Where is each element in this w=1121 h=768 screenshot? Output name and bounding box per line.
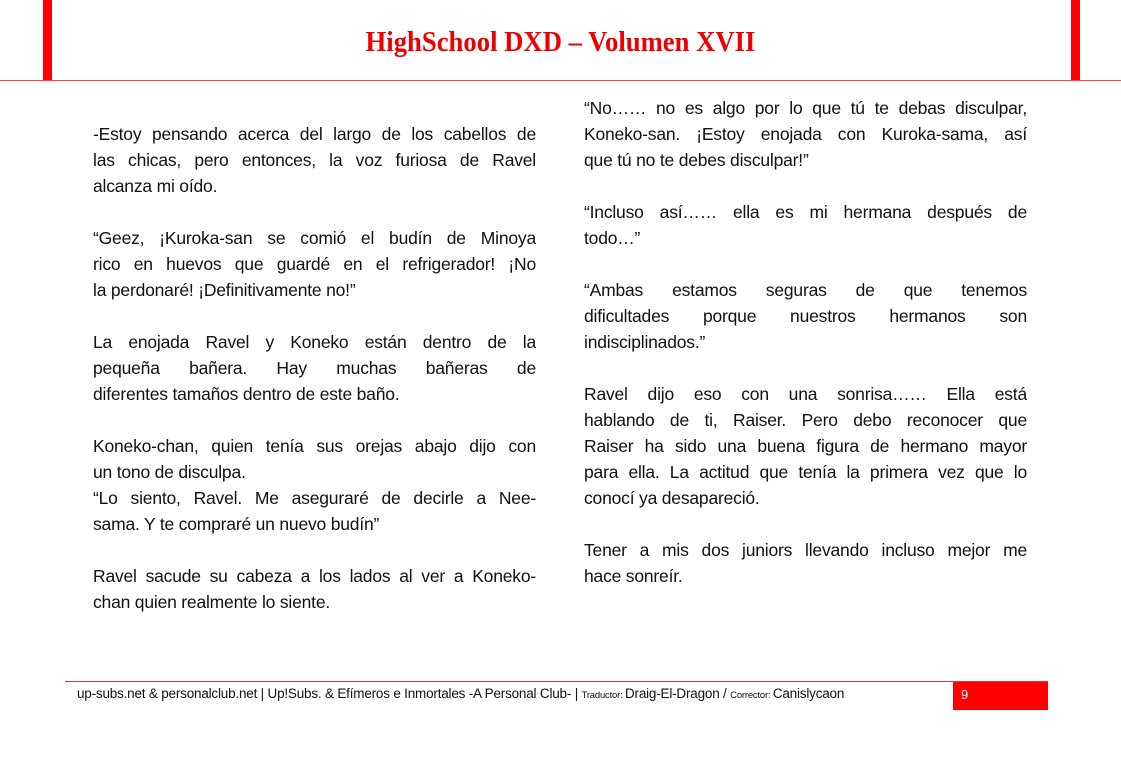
paragraph xyxy=(584,199,1027,251)
text-line: Ravel sacude su cabeza a los lados al ver a Koneko- xyxy=(93,566,536,586)
text-line: diferentes tamaños dentro de este baño. xyxy=(93,384,400,404)
footer-sites: up-subs.net & personalclub.net | Up!Subs. & Efímeros e Inmortales -A Personal Club- | xyxy=(77,686,582,701)
text-line: “Ambas estamos seguras de que tenemos xyxy=(584,280,1027,300)
text-line: las chicas, pero entonces, la voz furiosa de Ravel xyxy=(93,150,536,170)
text-line: para ella. La actitud que tenía la primera vez que lo xyxy=(584,462,1027,482)
text-line: La enojada Ravel y Koneko están dentro de la xyxy=(93,332,536,352)
text-line: alcanza mi oído. xyxy=(93,176,218,196)
paragraph xyxy=(93,485,536,537)
text-line: rico en huevos que guardé en el refrigerador! ¡No xyxy=(93,254,536,274)
text-line: “Geez, ¡Kuroka-san se comió el budín de Minoya xyxy=(93,228,536,248)
paragraph xyxy=(584,381,1027,511)
page-number-box xyxy=(953,682,1048,710)
text-line: indisciplinados.” xyxy=(584,332,706,352)
text-line: Koneko-chan, quien tenía sus orejas abajo dijo con xyxy=(93,436,536,456)
text-line: Tener a mis dos juniors llevando incluso mejor me xyxy=(584,540,1027,560)
paragraph xyxy=(93,433,536,485)
footer-credits xyxy=(77,686,844,701)
text-line: todo…” xyxy=(584,228,641,248)
text-line: un tono de disculpa. xyxy=(93,462,246,482)
text-line: “Lo siento, Ravel. Me aseguraré de decirle a Nee- xyxy=(93,488,536,508)
paragraph-gap xyxy=(93,407,536,433)
text-line: “No…… no es algo por lo que tú te debas disculpar, xyxy=(584,98,1027,118)
left-column xyxy=(93,121,536,615)
translator-name: Draig-El-Dragon / xyxy=(624,686,731,701)
text-line: hablando de ti, Raiser. Pero debo reconocer que xyxy=(584,410,1027,430)
text-line: conocí ya desapareció. xyxy=(584,488,760,508)
text-line: Ravel dijo eso con una sonrisa…… Ella está xyxy=(584,384,1027,404)
text-line: que tú no te debes disculpar!” xyxy=(584,150,809,170)
paragraph-gap xyxy=(93,199,536,225)
paragraph-gap xyxy=(584,511,1027,537)
text-line: la perdonaré! ¡Definitivamente no!” xyxy=(93,280,356,300)
text-line: Koneko-san. ¡Estoy enojada con Kuroka-sama, así xyxy=(584,124,1027,144)
paragraph xyxy=(93,563,536,615)
right-column xyxy=(584,95,1027,589)
paragraph xyxy=(584,537,1027,589)
text-line: -Estoy pensando acerca del largo de los cabellos de xyxy=(93,124,536,144)
paragraph-gap xyxy=(93,303,536,329)
text-line: chan quien realmente lo siente. xyxy=(93,592,331,612)
corrector-name: Canislycaon xyxy=(772,686,845,701)
text-line: sama. Y te compraré un nuevo budín” xyxy=(93,514,380,534)
corrector-label: Corrector: xyxy=(730,690,773,701)
text-line: pequeña bañera. Hay muchas bañeras de xyxy=(93,358,536,378)
paragraph xyxy=(93,225,536,303)
paragraph xyxy=(584,277,1027,355)
paragraph-gap xyxy=(584,355,1027,381)
text-line: Raiser ha sido una buena figura de hermano mayor xyxy=(584,436,1027,456)
paragraph xyxy=(93,121,536,199)
page-number: 9 xyxy=(961,687,969,702)
header-divider xyxy=(0,80,1121,81)
paragraph-gap xyxy=(93,537,536,563)
translator-label: Traductor: xyxy=(581,690,625,701)
page-title: HighSchool DXD – Volumen XVII xyxy=(365,26,756,58)
text-line: dificultades porque nuestros hermanos son xyxy=(584,306,1027,326)
paragraph xyxy=(584,95,1027,173)
text-line: “Incluso así…… ella es mi hermana después de xyxy=(584,202,1027,222)
paragraph-gap xyxy=(584,251,1027,277)
text-line: hace sonreír. xyxy=(584,566,683,586)
paragraph-gap xyxy=(584,173,1027,199)
paragraph xyxy=(93,329,536,407)
footer-divider xyxy=(65,681,1048,682)
